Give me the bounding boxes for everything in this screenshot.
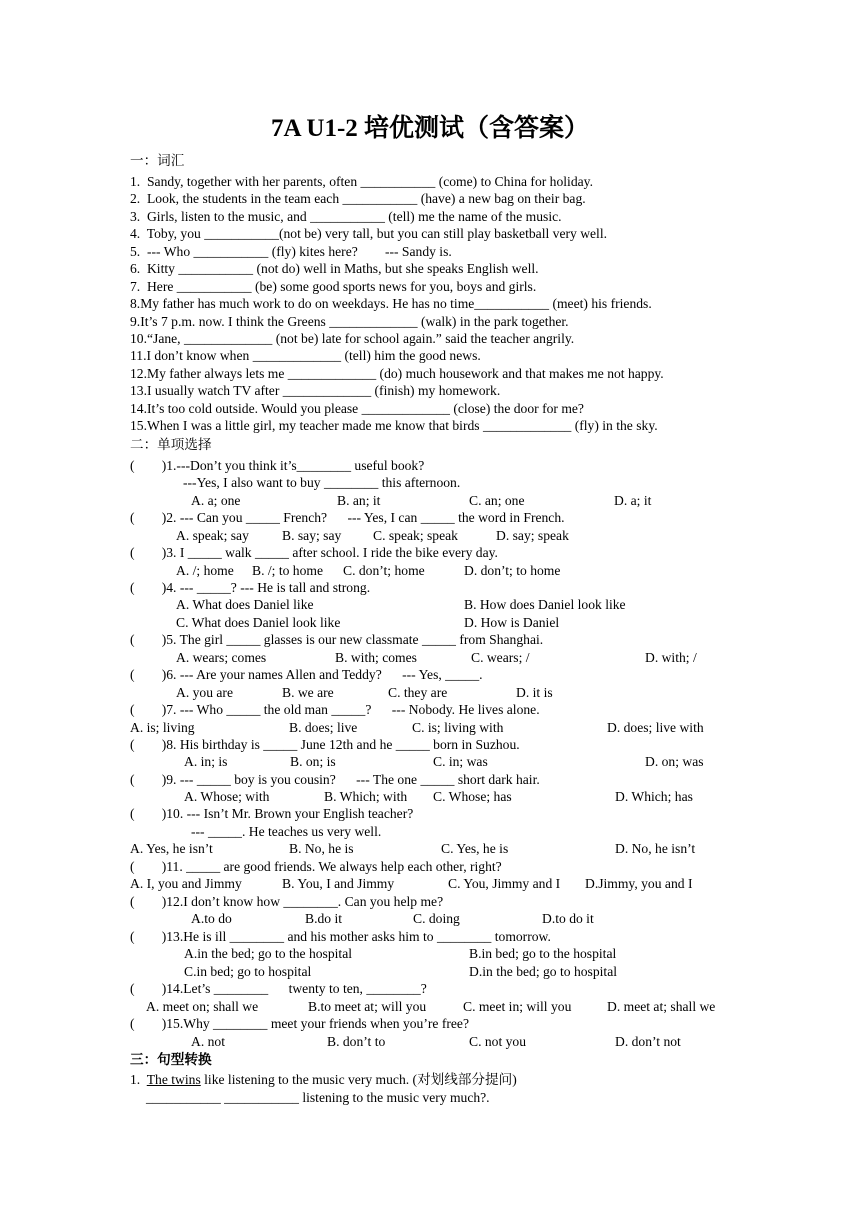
vocab-item-10: 10.“Jane, _____________ (not be) late for school again.” said the teacher angrily. — [130, 331, 575, 346]
question-6-option-a: A. you are — [176, 685, 233, 700]
question-1-option-b: B. an; it — [337, 493, 381, 508]
question-7-stem: ( )7. --- Who _____ the old man _____? --- Nobody. He lives alone. — [130, 702, 540, 717]
question-13-option-a: A.in the bed; go to the hospital — [184, 946, 353, 961]
vocab-item-7: 7. Here ___________ (be) some good sports news for you, boys and girls. — [130, 279, 537, 294]
vocab-item-5: 5. --- Who ___________ (fly) kites here? --- Sandy is. — [130, 244, 452, 259]
underlined-phrase: The twins — [146, 1072, 201, 1087]
vocab-item-3: 3. Girls, listen to the music, and ___________ (tell) me the name of the music. — [130, 209, 562, 224]
question-3-option-a: A. /; home — [176, 563, 234, 578]
question-2-option-d: D. say; speak — [496, 528, 569, 543]
vocab-item-13: 13.I usually watch TV after _____________ (finish) my homework. — [130, 383, 501, 398]
question-8-stem: ( )8. His birthday is _____ June 12th and he _____ born in Suzhou. — [130, 737, 520, 752]
question-14-option-c: C. meet in; will you — [463, 999, 572, 1014]
question-2-stem: ( )2. --- Can you _____ French? --- Yes, I can _____ the word in French. — [130, 510, 565, 525]
section-heading-vocabulary: 一：词汇 — [130, 153, 185, 168]
question-14-option-d: D. meet at; shall we — [607, 999, 716, 1014]
question-6-option-d: D. it is — [516, 685, 553, 700]
question-7-option-a: A. is; living — [130, 720, 195, 735]
question-1-stem-reply: ---Yes, I also want to buy ________ this afternoon. — [183, 475, 461, 490]
question-11-stem: ( )11. _____ are good friends. We always help each other, right? — [130, 859, 502, 874]
vocab-item-9: 9.It’s 7 p.m. now. I think the Greens _____________ (walk) in the park together. — [130, 314, 569, 329]
question-4-option-a: A. What does Daniel like — [176, 597, 314, 612]
vocab-item-15: 15.When I was a little girl, my teacher made me know that birds _____________ (fly) in the sky. — [130, 418, 658, 433]
vocab-item-11: 11.I don’t know when _____________ (tell) him the good news. — [130, 348, 481, 363]
question-6-option-b: B. we are — [282, 685, 334, 700]
question-2-option-a: A. speak; say — [176, 528, 249, 543]
question-1-option-a: A. a; one — [191, 493, 241, 508]
vocab-item-2: 2. Look, the students in the team each ___________ (have) a new bag on their bag. — [130, 191, 586, 206]
question-9-option-d: D. Which; has — [615, 789, 693, 804]
question-12-option-b: B.do it — [305, 911, 343, 926]
question-11-option-d: D.Jimmy, you and I — [585, 876, 693, 891]
question-14-option-b: B.to meet at; will you — [308, 999, 427, 1014]
vocab-item-4: 4. Toby, you ___________(not be) very tall, but you can still play basketball very well. — [130, 226, 608, 241]
question-7-option-d: D. does; live with — [607, 720, 704, 735]
vocab-item-8: 8.My father has much work to do on weekdays. He has no time___________ (meet) his friends. — [130, 296, 652, 311]
question-3-option-c: C. don’t; home — [343, 563, 425, 578]
question-10-stem-reply: --- _____. He teaches us very well. — [191, 824, 382, 839]
transformation-item-1 — [130, 1071, 517, 1088]
question-5-option-c: C. wears; / — [471, 650, 530, 665]
question-4-option-b: B. How does Daniel look like — [464, 597, 626, 612]
question-10-option-b: B. No, he is — [289, 841, 354, 856]
question-10-option-c: C. Yes, he is — [441, 841, 509, 856]
question-3-option-b: B. /; to home — [252, 563, 323, 578]
question-2-option-c: C. speak; speak — [373, 528, 458, 543]
question-4-option-c: C. What does Daniel look like — [176, 615, 341, 630]
question-14-option-a: A. meet on; shall we — [146, 999, 259, 1014]
question-15-option-b: B. don’t to — [327, 1034, 386, 1049]
question-3-stem: ( )3. I _____ walk _____ after school. I ride the bike every day. — [130, 545, 498, 560]
question-7-option-b: B. does; live — [289, 720, 358, 735]
section-heading-sentence-transformation: 三：句型转换 — [130, 1052, 212, 1067]
question-12-option-c: C. doing — [413, 911, 460, 926]
vocab-item-1: 1. Sandy, together with her parents, often ___________ (come) to China for holiday. — [130, 174, 593, 189]
question-9-option-c: C. Whose; has — [433, 789, 512, 804]
question-10-option-a: A. Yes, he isn’t — [130, 841, 213, 856]
question-8-option-b: B. on; is — [290, 754, 336, 769]
page-title: 7A U1-2 培优测试（含答案） — [270, 115, 590, 142]
question-15-option-d: D. don’t not — [615, 1034, 681, 1049]
question-15-option-a: A. not — [191, 1034, 225, 1049]
question-8-option-d: D. on; was — [645, 754, 704, 769]
question-8-option-a: A. in; is — [184, 754, 228, 769]
vocab-item-12: 12.My father always lets me _____________ (do) much housework and that makes me not happy. — [130, 366, 664, 381]
question-6-option-c: C. they are — [388, 685, 448, 700]
question-13-option-b: B.in bed; go to the hospital — [469, 946, 617, 961]
question-10-option-d: D. No, he isn’t — [615, 841, 696, 856]
question-13-option-d: D.in the bed; go to hospital — [469, 964, 618, 979]
question-14-stem: ( )14.Let’s ________ twenty to ten, ________? — [130, 981, 427, 996]
question-5-option-b: B. with; comes — [335, 650, 417, 665]
question-15-option-c: C. not you — [469, 1034, 527, 1049]
question-5-option-a: A. wears; comes — [176, 650, 267, 665]
question-4-option-d: D. How is Daniel — [464, 615, 560, 630]
question-3-option-d: D. don’t; to home — [464, 563, 561, 578]
question-11-option-c: C. You, Jimmy and I — [448, 876, 561, 891]
transformation-item-1-answer-line: ___________ ___________ listening to the music very much?. — [146, 1090, 490, 1105]
transformation-item-1-text: like listening to the music very much. (对划线部分提问) — [200, 1072, 517, 1087]
question-12-option-d: D.to do it — [542, 911, 594, 926]
question-1-option-d: D. a; it — [614, 493, 652, 508]
question-13-stem: ( )13.He is ill ________ and his mother asks him to ________ tomorrow. — [130, 929, 551, 944]
question-7-option-c: C. is; living with — [412, 720, 504, 735]
question-1-option-c: C. an; one — [469, 493, 525, 508]
question-15-stem: ( )15.Why ________ meet your friends when you’re free? — [130, 1016, 469, 1031]
question-1-stem: ( )1.---Don’t you think it’s________ useful book? — [130, 458, 425, 473]
vocab-item-6: 6. Kitty ___________ (not do) well in Maths, but she speaks English well. — [130, 261, 539, 276]
vocab-item-14: 14.It’s too cold outside. Would you please _____________ (close) the door for me? — [130, 401, 584, 416]
question-5-option-d: D. with; / — [645, 650, 697, 665]
question-11-option-a: A. I, you and Jimmy — [130, 876, 242, 891]
question-5-stem: ( )5. The girl _____ glasses is our new classmate _____ from Shanghai. — [130, 632, 544, 647]
section-heading-multiple-choice: 二：单项选择 — [130, 437, 212, 452]
question-12-option-a: A.to do — [191, 911, 232, 926]
question-11-option-b: B. You, I and Jimmy — [282, 876, 395, 891]
question-9-option-a: A. Whose; with — [184, 789, 270, 804]
question-4-stem: ( )4. --- _____? --- He is tall and strong. — [130, 580, 371, 595]
question-8-option-c: C. in; was — [433, 754, 488, 769]
question-6-stem: ( )6. --- Are your names Allen and Teddy? --- Yes, _____. — [130, 667, 483, 682]
question-2-option-b: B. say; say — [282, 528, 342, 543]
question-9-option-b: B. Which; with — [324, 789, 408, 804]
transformation-item-1-number: 1. — [130, 1072, 147, 1087]
question-10-stem: ( )10. --- Isn’t Mr. Brown your English teacher? — [130, 806, 414, 821]
question-9-stem: ( )9. --- _____ boy is you cousin? --- The one _____ short dark hair. — [130, 772, 540, 787]
question-12-stem: ( )12.I don’t know how ________. Can you help me? — [130, 894, 444, 909]
question-13-option-c: C.in bed; go to hospital — [184, 964, 312, 979]
